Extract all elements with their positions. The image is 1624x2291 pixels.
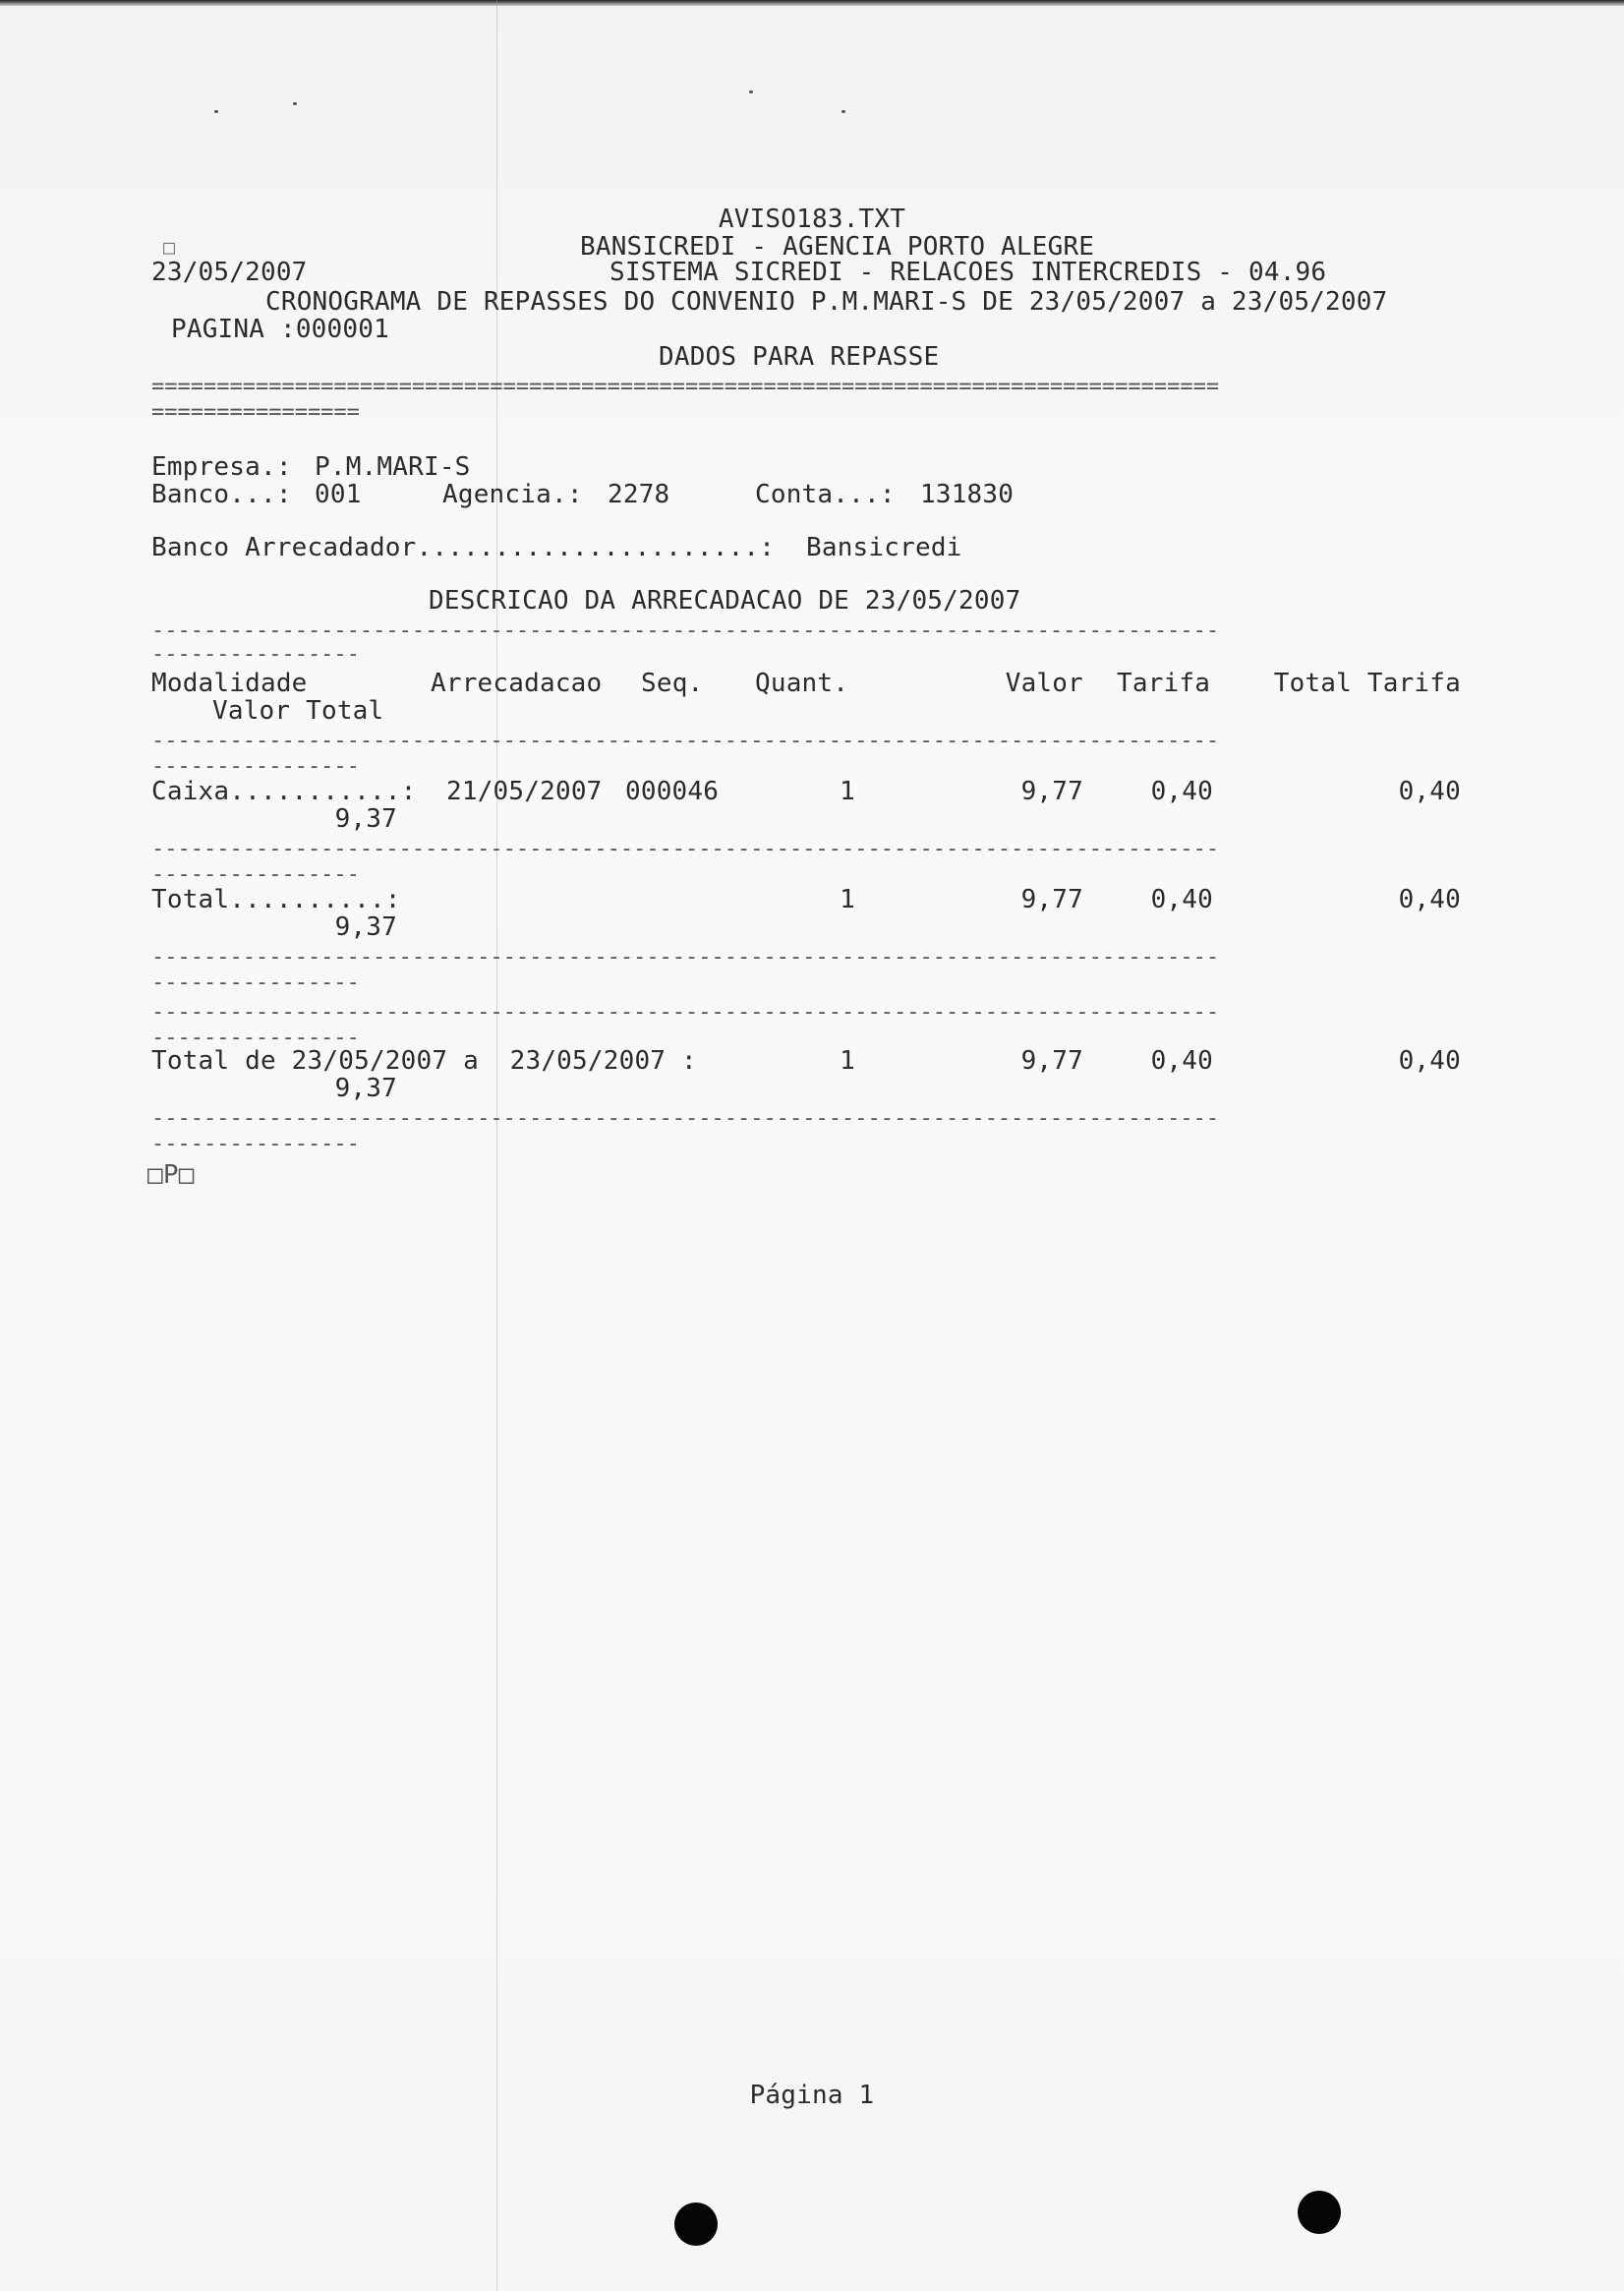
agencia-value: 2278 <box>608 480 670 509</box>
row-quant: 1 <box>840 777 855 806</box>
punch-hole <box>1298 2191 1341 2234</box>
dash-separator-wrap: ---------------- <box>151 1135 360 1154</box>
period-total-quant: 1 <box>840 1046 855 1076</box>
dash-separator: ---------------------------------------------------------------------------------- <box>151 1109 1220 1129</box>
dash-separator-wrap: ---------------- <box>151 757 360 777</box>
scan-speck <box>293 102 297 105</box>
header-valor: Valor <box>1005 669 1083 698</box>
empresa-value: P.M.MARI-S <box>315 452 471 482</box>
empresa-label: Empresa.: <box>151 452 292 482</box>
header-quant: Quant. <box>755 669 849 698</box>
total-total-tarifa: 0,40 <box>1398 885 1461 914</box>
scan-top-edge <box>0 0 1624 6</box>
banco-label: Banco...: <box>151 480 292 509</box>
dash-separator: ---------------------------------------------------------------------------------- <box>151 732 1220 751</box>
punch-hole <box>674 2203 718 2246</box>
schedule-title: CRONOGRAMA DE REPASSES DO CONVENIO P.M.MARI-S DE 23/05/2007 a 23/05/2007 <box>265 287 1388 317</box>
double-separator-wrap: ================ <box>151 403 360 423</box>
period-total-valor-total: 9,37 <box>334 1074 397 1103</box>
page-label: PAGINA :000001 <box>171 315 389 344</box>
section-title: DADOS PARA REPASSE <box>659 342 940 372</box>
period-total-tarifa: 0,40 <box>1150 1046 1213 1076</box>
period-total-valor: 9,77 <box>1020 1046 1083 1076</box>
row-tarifa: 0,40 <box>1150 777 1213 806</box>
header-total-tarifa: Total Tarifa <box>1273 669 1461 698</box>
double-separator: ================================================================================== <box>151 378 1220 397</box>
row-label: Caixa...........: <box>151 777 417 806</box>
total-valor: 9,77 <box>1020 885 1083 914</box>
page-break-marker: □P□ <box>147 1160 195 1190</box>
header-arrecadacao: Arrecadacao <box>431 669 603 698</box>
dash-separator: ---------------------------------------------------------------------------------- <box>151 621 1220 641</box>
row-seq: 000046 <box>625 777 720 806</box>
row-valor-total: 9,37 <box>334 804 397 834</box>
row-arrecadacao: 21/05/2007 <box>446 777 603 806</box>
scan-speck <box>749 90 753 93</box>
header-valor-total: Valor Total <box>212 696 384 726</box>
scan-speck <box>214 110 218 113</box>
total-valor-total: 9,37 <box>334 912 397 942</box>
row-total-tarifa: 0,40 <box>1398 777 1461 806</box>
dash-separator-wrap: ---------------- <box>151 865 360 885</box>
dash-separator: ---------------------------------------------------------------------------------- <box>151 840 1220 859</box>
dash-separator-wrap: ---------------- <box>151 645 360 665</box>
header-tarifa: Tarifa <box>1117 669 1211 698</box>
agencia-label: Agencia.: <box>442 480 583 509</box>
report-filename: AVISO183.TXT <box>718 205 906 234</box>
total-tarifa: 0,40 <box>1150 885 1213 914</box>
conta-value: 131830 <box>920 480 1015 509</box>
header-modalidade: Modalidade <box>151 669 308 698</box>
dash-separator-wrap: ---------------- <box>151 1028 360 1048</box>
system-title: SISTEMA SICREDI - RELACOES INTERCREDIS - 04.96 <box>609 258 1327 287</box>
control-char: □ <box>163 235 176 259</box>
period-total-total-tarifa: 0,40 <box>1398 1046 1461 1076</box>
header-seq: Seq. <box>641 669 704 698</box>
conta-label: Conta...: <box>755 480 896 509</box>
row-valor: 9,77 <box>1020 777 1083 806</box>
arrecadador-label: Banco Arrecadador......................: <box>151 533 776 562</box>
arrecadador-value: Bansicredi <box>806 533 962 562</box>
description-title: DESCRICAO DA ARRECADACAO DE 23/05/2007 <box>429 586 1021 616</box>
banco-value: 001 <box>315 480 362 509</box>
paper-fold-line <box>496 0 497 2291</box>
dash-separator: ---------------------------------------------------------------------------------- <box>151 948 1220 968</box>
period-total-label: Total de 23/05/2007 a 23/05/2007 : <box>151 1046 697 1076</box>
dash-separator-wrap: ---------------- <box>151 973 360 993</box>
total-label: Total..........: <box>151 885 401 914</box>
footer-page-number: Página 1 <box>749 2081 875 2110</box>
scan-speck <box>841 110 845 113</box>
total-quant: 1 <box>840 885 855 914</box>
dash-separator: ---------------------------------------------------------------------------------- <box>151 1003 1220 1023</box>
report-date: 23/05/2007 <box>151 258 308 287</box>
bank-agency-title: BANSICREDI - AGENCIA PORTO ALEGRE <box>580 232 1095 262</box>
